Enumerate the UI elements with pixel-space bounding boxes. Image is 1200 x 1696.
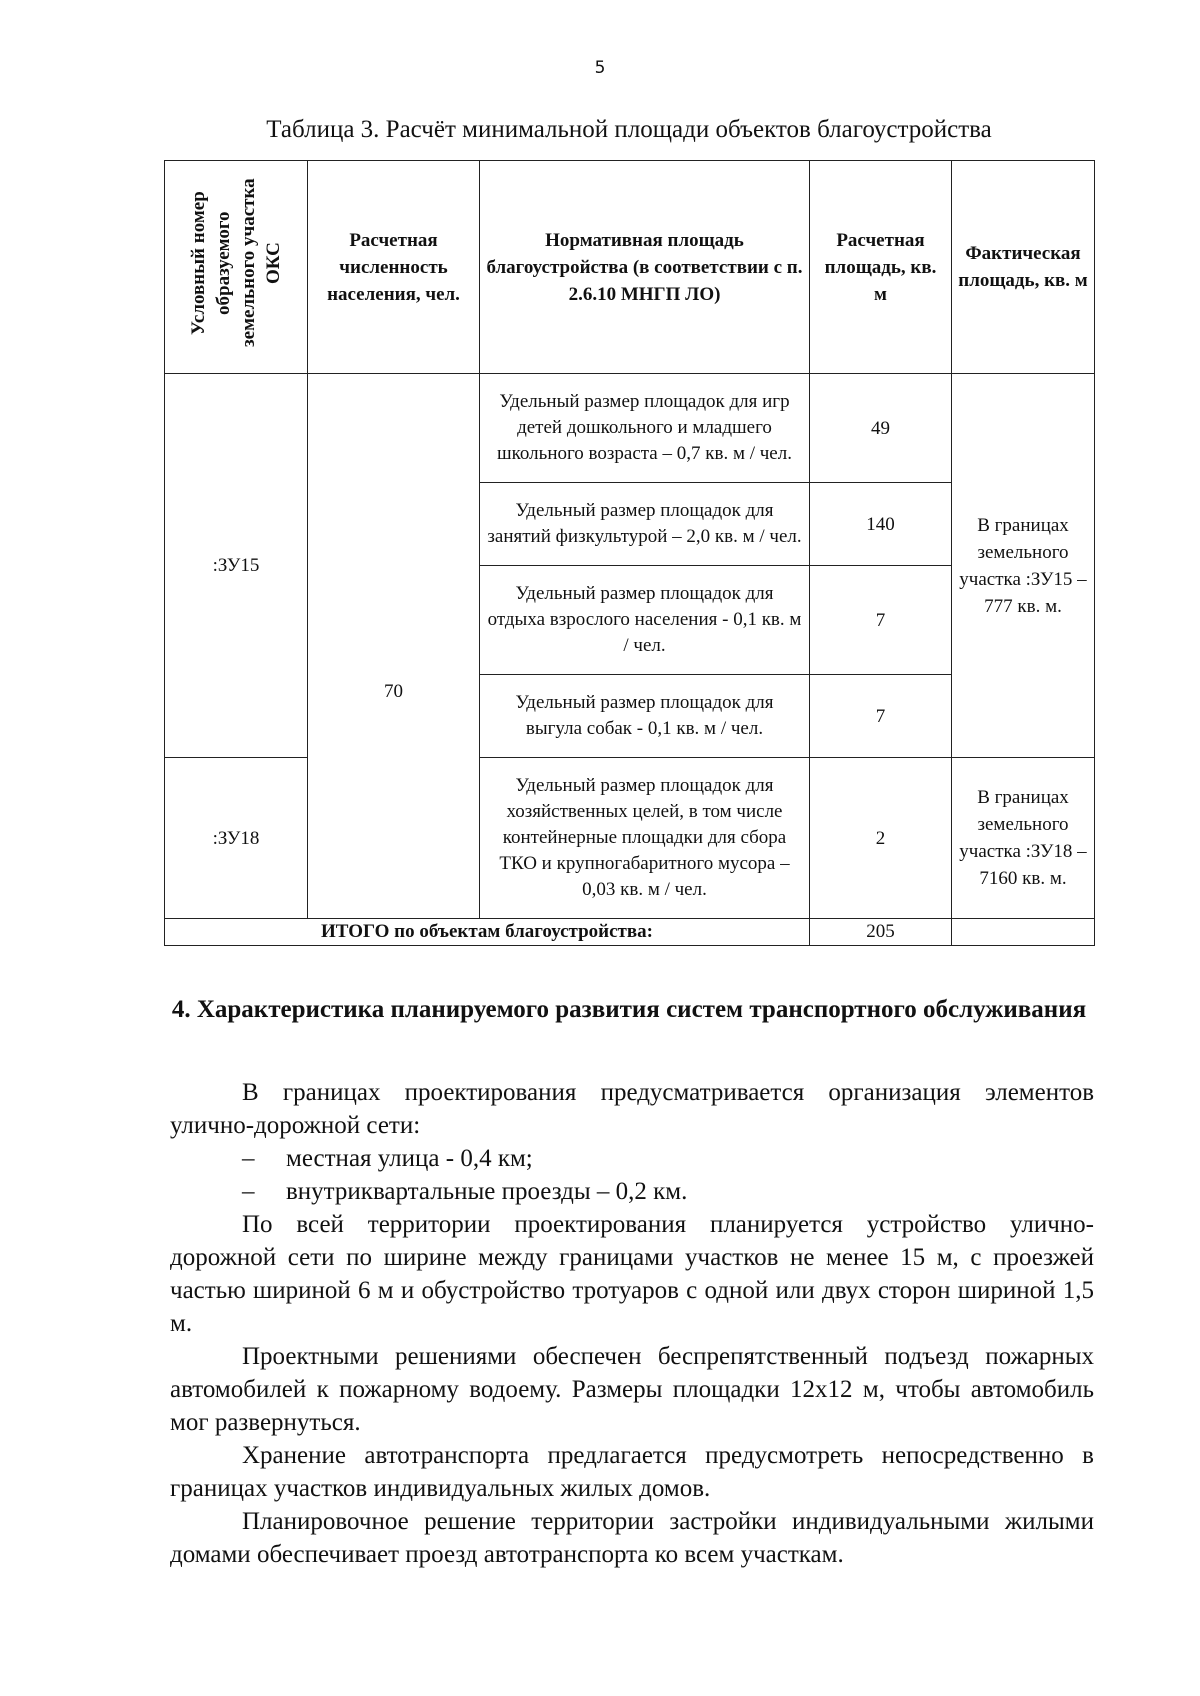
header-population: Расчетная численность населения, чел. xyxy=(308,161,480,374)
table-row xyxy=(165,374,1095,483)
population-cell: 70 xyxy=(308,374,480,919)
table-row xyxy=(165,758,1095,919)
total-value: 205 xyxy=(810,919,952,946)
header-calc-area: Расчетная площадь, кв. м xyxy=(810,161,952,374)
calc-cell: 49 xyxy=(810,374,952,483)
plot-cell: :ЗУ15 xyxy=(165,374,308,758)
actual-area-cell: В границах земельного участка :ЗУ15 – 777 кв. м. xyxy=(952,374,1095,758)
header-plot-number-text: Условный номер образуемого земельного участка ОКС xyxy=(188,178,284,348)
dash-glyph: – xyxy=(242,1145,255,1172)
paragraph-fire-access: Проектными решениями обеспечен беспрепятственный подъезд пожарных автомобилей к пожарному водоему. Размеры площадки 12х12 м, чтобы автомобиль мог развернуться. xyxy=(170,1343,1094,1436)
paragraph-vehicle-storage: Хранение автотранспорта предлагается предусмотреть непосредственно в границах участков индивидуальных жилых домов. xyxy=(170,1442,1094,1502)
calc-cell: 140 xyxy=(810,483,952,566)
norm-cell: Удельный размер площадок для занятий физкультурой – 2,0 кв. м / чел. xyxy=(480,483,810,566)
section-body xyxy=(170,1076,1094,1571)
calc-cell: 7 xyxy=(810,675,952,758)
list-item-text: местная улица - 0,4 км; xyxy=(286,1145,533,1172)
header-actual-area: Фактическая площадь, кв. м xyxy=(952,161,1095,374)
list-item xyxy=(170,1142,1094,1175)
header-plot-number xyxy=(165,161,308,374)
area-calculation-table xyxy=(164,160,1095,946)
total-empty-cell xyxy=(952,919,1095,946)
section-heading: 4. Характеристика планируемого развития систем транспортного обслуживания xyxy=(171,996,1087,1023)
actual-area-cell: В границах земельного участка :ЗУ18 – 7160 кв. м. xyxy=(952,758,1095,919)
norm-cell: Удельный размер площадок для выгула собак - 0,1 кв. м / чел. xyxy=(480,675,810,758)
norm-cell: Удельный размер площадок для игр детей дошкольного и младшего школьного возраста – 0,7 кв. м / чел. xyxy=(480,374,810,483)
plot-cell: :ЗУ18 xyxy=(165,758,308,919)
list-item-text: внутриквартальные проезды – 0,2 км. xyxy=(286,1178,688,1205)
table-caption: Таблица 3. Расчёт минимальной площади объектов благоустройства xyxy=(266,116,992,143)
total-label: ИТОГО по объектам благоустройства: xyxy=(165,919,810,946)
norm-cell: Удельный размер площадок для хозяйственных целей, в том числе контейнерные площадки для сбора ТКО и крупногабаритного мусора – 0,03 кв. м / чел. xyxy=(480,758,810,919)
calc-cell: 7 xyxy=(810,566,952,675)
table-header-row xyxy=(165,161,1095,374)
header-normative-area: Нормативная площадь благоустройства (в соответствии с п. 2.6.10 МНГП ЛО) xyxy=(480,161,810,374)
dash-glyph: – xyxy=(242,1178,255,1205)
total-row xyxy=(165,919,1095,946)
intro-paragraph: В границах проектирования предусматривается организация элементов улично-дорожной сети: xyxy=(170,1079,1094,1139)
calc-cell: 2 xyxy=(810,758,952,919)
norm-cell: Удельный размер площадок для отдыха взрослого населения - 0,1 кв. м / чел. xyxy=(480,566,810,675)
page-number: 5 xyxy=(594,58,606,78)
paragraph-access-to-plots: Планировочное решение территории застройки индивидуальными жилыми домами обеспечивает проезд автотранспорта ко всем участкам. xyxy=(170,1508,1094,1568)
list-item xyxy=(170,1175,1094,1208)
paragraph-road-network: По всей территории проектирования планируется устройство улично-дорожной сети по ширине между границами участков не менее 15 м, с проезжей частью шириной 6 м и обустройство тротуаров с одной или двух сторон шириной 1,5 м. xyxy=(170,1211,1094,1337)
